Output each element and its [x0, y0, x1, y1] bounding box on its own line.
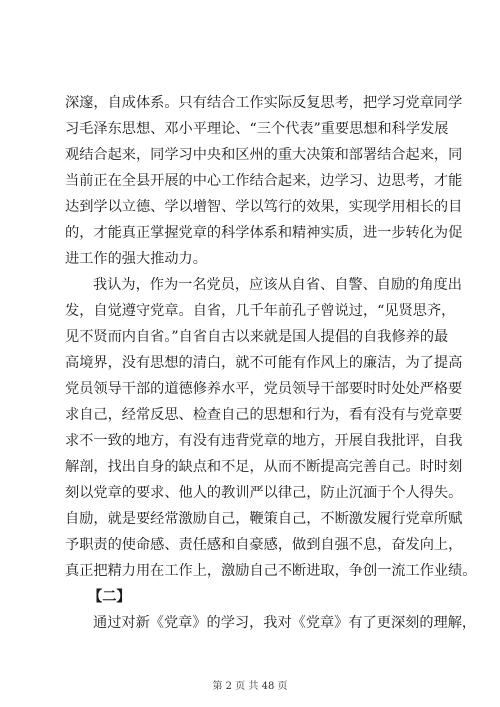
- text-line: 党员领导干部的道德修养水平，党员领导干部要时时处处严格要: [65, 381, 463, 397]
- text-line: 深邃，自成体系。只有结合工作实际反复思考，把学习党章同学: [65, 95, 463, 111]
- text-line: 刻以党章的要求、他人的教训严以律己，防止沉湎于个人得失。: [65, 485, 463, 501]
- text-line: 发，自觉遵守党章。自省，几千年前孔子曾说过，“见贤思齐，: [65, 303, 456, 319]
- text-line: 的，才能真正掌握党章的科学体系和精神实质，进一步转化为促: [65, 225, 463, 241]
- text-line: 自励，就是要经常激励自己，鞭策自己，不断激发履行党章所赋: [65, 511, 463, 527]
- text-line: 求不一致的地方，有没有违背党章的地方，开展自我批评，自我: [65, 433, 463, 449]
- text-line: 真正把精力用在工作上，激励自己不断进取，争创一流工作业绩。: [65, 563, 477, 579]
- text-line: 习毛泽东思想、邓小平理论、“三个代表”重要思想和科学发展: [65, 121, 449, 137]
- section-heading: 【二】: [88, 589, 131, 605]
- text-line: 求自己，经常反思、检查自己的思想和行为，看有没有与党章要: [65, 407, 463, 423]
- text-line: 我认为，作为一名党员，应该从自省、自警、自励的角度出: [93, 277, 462, 293]
- text-line: 进工作的强大推动力。: [65, 251, 207, 267]
- text-line: 予职责的使命感、责任感和自豪感，做到自强不息，奋发向上，: [65, 537, 463, 553]
- text-line: 通过对新《党章》的学习，我对《党章》有了更深刻的理解，: [93, 615, 477, 631]
- text-line: 当前正在全县开展的中心工作结合起来，边学习、边思考，才能: [65, 173, 463, 189]
- text-line: 观结合起来，同学习中央和区州的重大决策和部署结合起来，同: [65, 147, 463, 163]
- text-line: 高境界，没有思想的清白，就不可能有作风上的廉洁，为了提高: [65, 355, 463, 371]
- page-footer: 第 2 页 共 48 页: [212, 681, 288, 692]
- text-line: 达到学以立德、学以增智、学以笃行的效果，实现学用相长的目: [65, 199, 463, 215]
- text-line: 见不贤而内自省。”自省自古以来就是国人提倡的自我修养的最: [65, 329, 449, 345]
- text-line: 解剖，找出自身的缺点和不足，从而不断提高完善自己。时时刻: [65, 459, 463, 475]
